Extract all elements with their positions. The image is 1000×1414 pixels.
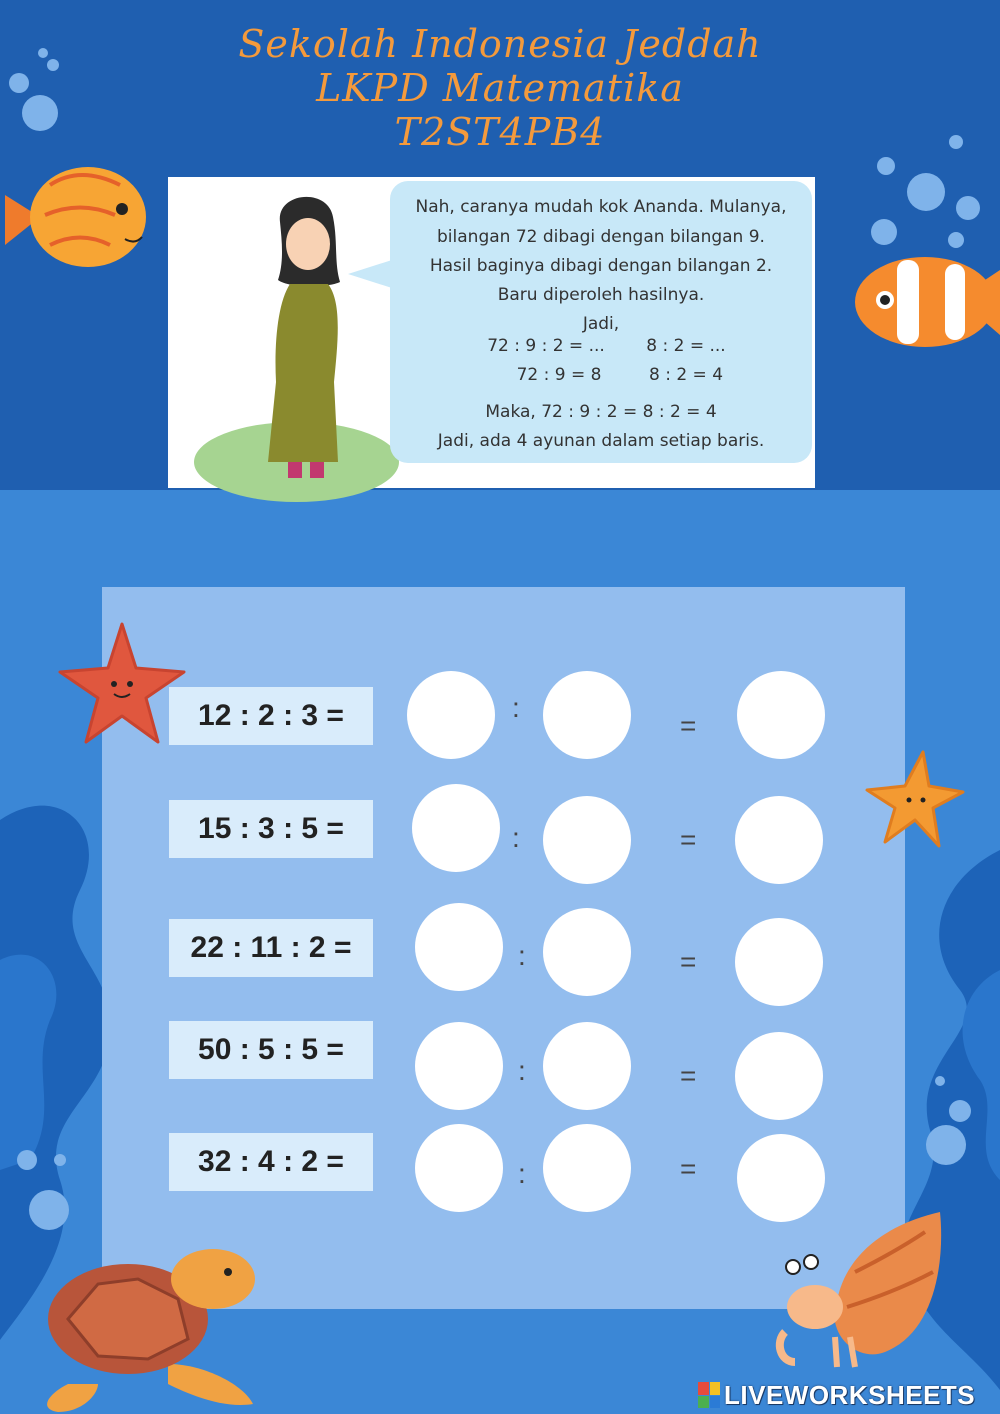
- problem-5-answer-2[interactable]: [543, 1124, 631, 1212]
- equals-symbol: =: [680, 824, 697, 855]
- red-starfish-icon: [58, 622, 186, 744]
- worksheet-subject: LKPD Matematika: [316, 66, 684, 110]
- page-title: [0, 22, 1000, 154]
- problem-3-label: 22 : 11 : 2 =: [169, 919, 373, 977]
- conclusion-line-1: Maka, 72 : 9 : 2 = 8 : 2 = 4: [485, 402, 717, 422]
- equals-symbol: =: [680, 1153, 697, 1184]
- problem-3-result[interactable]: [735, 918, 823, 1006]
- problem-1-result[interactable]: [737, 671, 825, 759]
- sea-turtle-icon: [28, 1244, 263, 1414]
- problem-3-answer-2[interactable]: [543, 908, 631, 996]
- divide-symbol: :: [512, 822, 520, 853]
- explanation-line-5: Jadi,: [582, 314, 620, 334]
- problem-5-result[interactable]: [737, 1134, 825, 1222]
- problem-1-answer-2[interactable]: [543, 671, 631, 759]
- problem-3-answer-1[interactable]: [415, 903, 503, 991]
- problem-2-answer-1[interactable]: [412, 784, 500, 872]
- equals-symbol: =: [680, 946, 697, 977]
- explanation-line-1: Nah, caranya mudah kok Ananda. Mulanya,: [415, 197, 787, 217]
- divide-symbol: :: [518, 1158, 526, 1189]
- calc-step-1-left: 72 : 9 : 2 = ...: [487, 336, 605, 356]
- problem-2-answer-2[interactable]: [543, 796, 631, 884]
- problem-4-answer-2[interactable]: [543, 1022, 631, 1110]
- equals-symbol: =: [680, 710, 697, 741]
- explanation-card: [168, 177, 815, 488]
- school-name: Sekolah Indonesia Jeddah: [238, 22, 762, 66]
- problem-1-answer-1[interactable]: [407, 671, 495, 759]
- divide-symbol: :: [512, 692, 520, 723]
- explanation-line-2: bilangan 72 dibagi dengan bilangan 9.: [437, 227, 765, 247]
- liveworksheets-brand: [698, 1380, 975, 1410]
- divide-symbol: :: [518, 1055, 526, 1086]
- worksheet-code: T2ST4PB4: [394, 110, 606, 154]
- bubbles-bottom-right-icon: [920, 1075, 980, 1170]
- problem-5-label: 32 : 4 : 2 =: [169, 1133, 373, 1191]
- problem-4-answer-1[interactable]: [415, 1022, 503, 1110]
- calc-step-1-right: 8 : 2 = ...: [646, 336, 726, 356]
- liveworksheets-logo-icon: [698, 1382, 720, 1408]
- equals-symbol: =: [680, 1060, 697, 1091]
- problem-2-result[interactable]: [735, 796, 823, 884]
- brand-name: LIVEWORKSHEETS: [724, 1379, 976, 1410]
- calc-step-2-left: 72 : 9 = 8: [516, 365, 602, 385]
- explanation-line-4: Baru diperoleh hasilnya.: [497, 285, 705, 305]
- problem-5-answer-1[interactable]: [415, 1124, 503, 1212]
- problem-1-label: 12 : 2 : 3 =: [169, 687, 373, 745]
- orange-starfish-icon: [865, 750, 965, 850]
- bubbles-bottom-left-icon: [15, 1130, 85, 1240]
- conclusion-line-2: Jadi, ada 4 ayunan dalam setiap baris.: [437, 431, 765, 451]
- divide-symbol: :: [518, 940, 526, 971]
- calc-step-2-right: 8 : 2 = 4: [648, 365, 724, 385]
- orange-fish-icon: [0, 155, 150, 280]
- speech-bubble: [390, 181, 812, 463]
- hermit-crab-icon: [775, 1212, 950, 1372]
- explanation-line-3: Hasil baginya dibagi dengan bilangan 2.: [429, 256, 773, 276]
- speech-bubble-tail: [348, 260, 392, 288]
- problem-4-result[interactable]: [735, 1032, 823, 1120]
- problem-4-label: 50 : 5 : 5 =: [169, 1021, 373, 1079]
- problem-2-label: 15 : 3 : 5 =: [169, 800, 373, 858]
